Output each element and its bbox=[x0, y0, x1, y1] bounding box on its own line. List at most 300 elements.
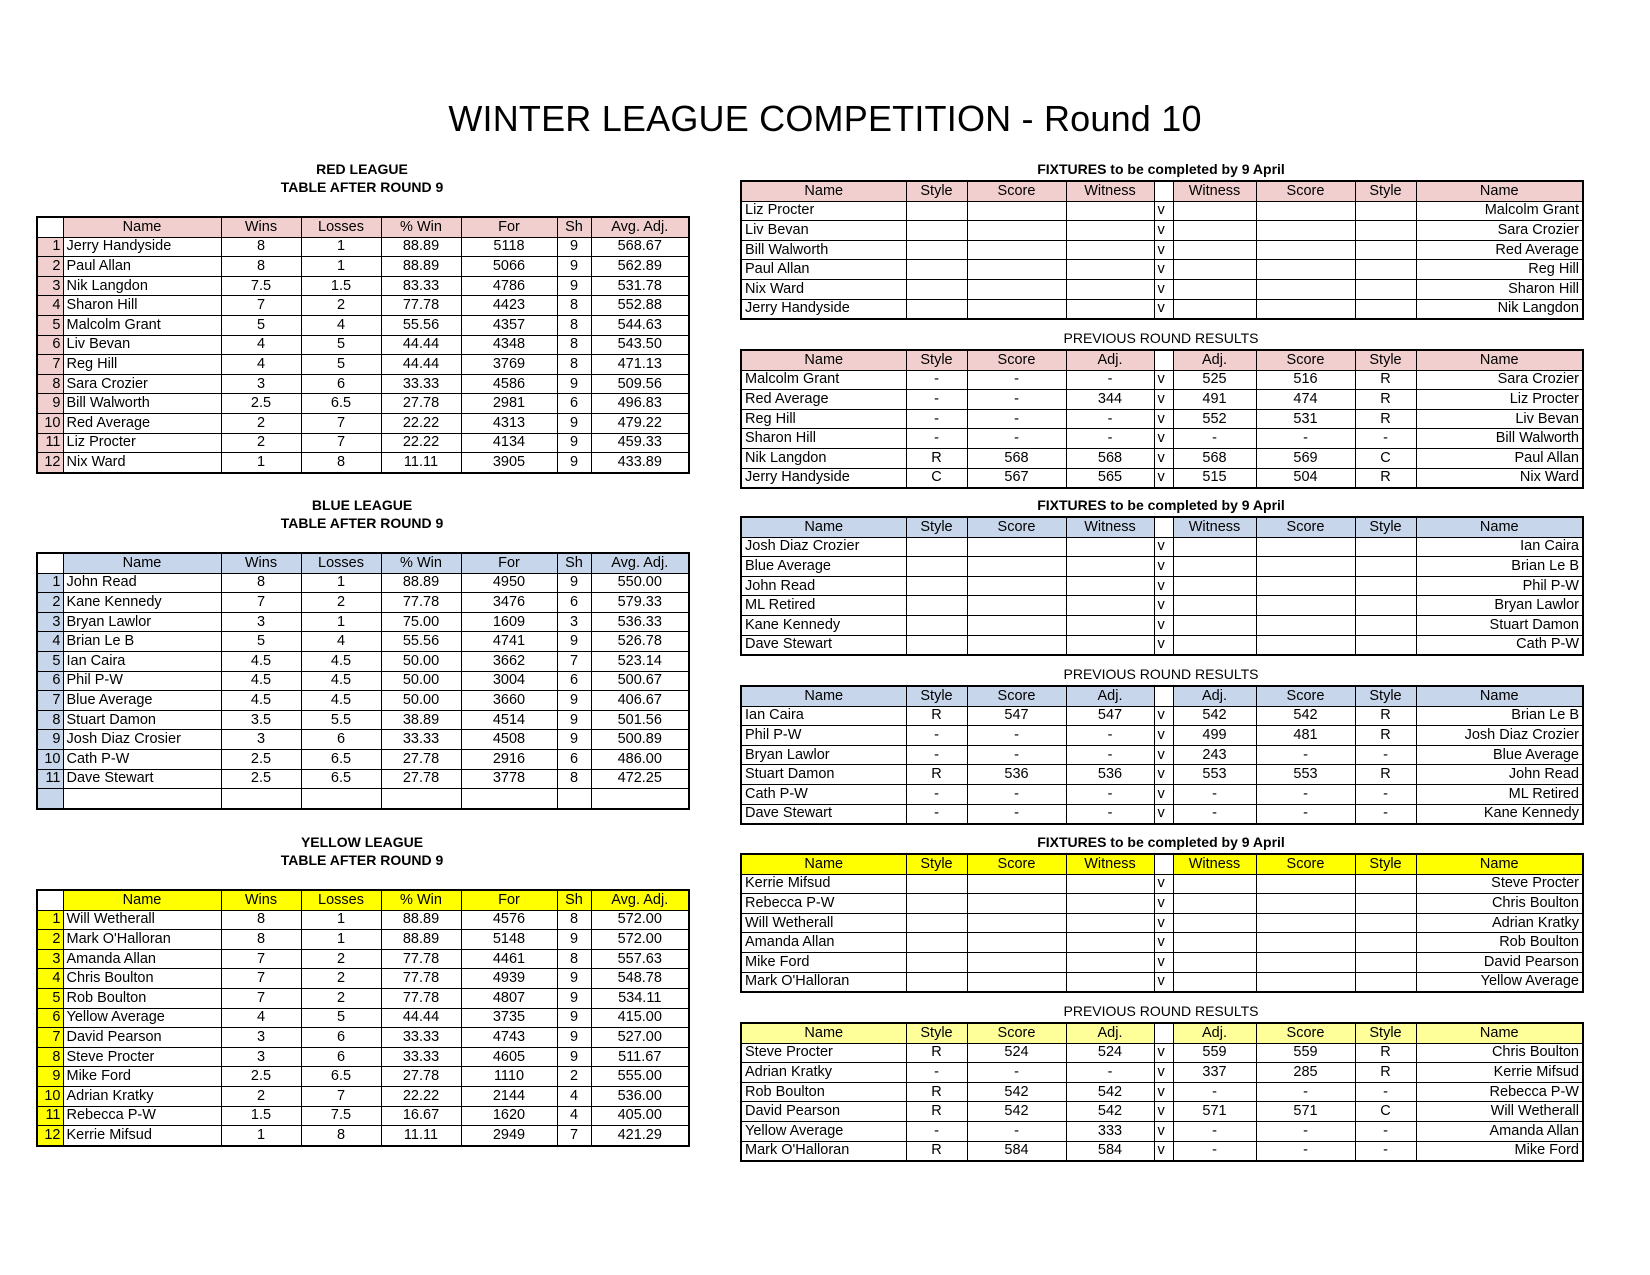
player-name-cell: Dave Stewart bbox=[63, 769, 221, 789]
stat-cell: 9 bbox=[557, 988, 591, 1008]
versus-cell: v bbox=[1154, 557, 1173, 577]
value-cell bbox=[1256, 201, 1355, 221]
column-header bbox=[1154, 686, 1173, 706]
stat-cell: 4423 bbox=[461, 296, 557, 316]
column-header: Style bbox=[1355, 1023, 1416, 1043]
value-cell: 552 bbox=[1173, 409, 1256, 429]
stat-cell: 3660 bbox=[461, 691, 557, 711]
value-cell bbox=[1173, 933, 1256, 953]
value-cell: R bbox=[906, 765, 967, 785]
value-cell bbox=[1173, 260, 1256, 280]
stat-cell: 5 bbox=[301, 1008, 381, 1028]
value-cell: 524 bbox=[1066, 1043, 1154, 1063]
stat-cell: 1.5 bbox=[221, 1106, 301, 1126]
value-cell: - bbox=[906, 804, 967, 824]
value-cell bbox=[1355, 615, 1416, 635]
value-cell bbox=[906, 596, 967, 616]
column-header: Score bbox=[967, 1023, 1066, 1043]
value-cell bbox=[1173, 557, 1256, 577]
stat-cell: 8 bbox=[221, 930, 301, 950]
stat-cell: 4807 bbox=[461, 988, 557, 1008]
column-header: Adj. bbox=[1066, 350, 1154, 370]
column-header: Name bbox=[63, 217, 221, 237]
stat-cell: 543.50 bbox=[591, 335, 689, 355]
value-cell: R bbox=[1355, 1043, 1416, 1063]
value-cell: - bbox=[1256, 784, 1355, 804]
stat-cell: 536.33 bbox=[591, 612, 689, 632]
stat-cell bbox=[381, 789, 461, 809]
stat-cell: 552.88 bbox=[591, 296, 689, 316]
value-cell bbox=[1066, 260, 1154, 280]
table-header-row bbox=[741, 854, 1583, 874]
stat-cell: 509.56 bbox=[591, 374, 689, 394]
stat-cell: 4 bbox=[221, 1008, 301, 1028]
value-cell: - bbox=[967, 409, 1066, 429]
player-name-cell: Sara Crozier bbox=[1416, 221, 1583, 241]
table-row bbox=[741, 784, 1583, 804]
stat-cell: 2 bbox=[301, 949, 381, 969]
value-cell bbox=[1066, 557, 1154, 577]
value-cell bbox=[967, 972, 1066, 992]
table-row bbox=[37, 769, 689, 789]
stat-cell: 1609 bbox=[461, 612, 557, 632]
stat-cell: 500.67 bbox=[591, 671, 689, 691]
column-header: Losses bbox=[301, 890, 381, 910]
stat-cell: 5 bbox=[301, 335, 381, 355]
stat-cell: 27.78 bbox=[381, 749, 461, 769]
column-header: For bbox=[461, 890, 557, 910]
stat-cell: 523.14 bbox=[591, 651, 689, 671]
value-cell: - bbox=[967, 726, 1066, 746]
column-header: Style bbox=[1355, 350, 1416, 370]
player-name-cell: David Pearson bbox=[741, 1102, 906, 1122]
stat-cell: 4514 bbox=[461, 710, 557, 730]
versus-cell: v bbox=[1154, 468, 1173, 488]
player-name-cell: Phil P-W bbox=[63, 671, 221, 691]
versus-cell: v bbox=[1154, 448, 1173, 468]
table-row bbox=[37, 453, 689, 473]
versus-cell: v bbox=[1154, 299, 1173, 319]
rank-cell: 8 bbox=[37, 374, 63, 394]
value-cell: R bbox=[906, 1102, 967, 1122]
table-row bbox=[37, 1086, 689, 1106]
column-header: Style bbox=[906, 686, 967, 706]
value-cell bbox=[967, 913, 1066, 933]
stat-cell: 8 bbox=[557, 769, 591, 789]
player-name-cell: Phil P-W bbox=[741, 726, 906, 746]
column-header bbox=[1154, 517, 1173, 537]
value-cell: R bbox=[906, 1141, 967, 1161]
column-header: Name bbox=[741, 1023, 906, 1043]
value-cell: 481 bbox=[1256, 726, 1355, 746]
column-header: For bbox=[461, 553, 557, 573]
player-name-cell: Mark O'Halloran bbox=[741, 972, 906, 992]
value-cell bbox=[1066, 933, 1154, 953]
table-row bbox=[741, 1043, 1583, 1063]
value-cell bbox=[1355, 913, 1416, 933]
versus-cell: v bbox=[1154, 221, 1173, 241]
player-name-cell: Sharon Hill bbox=[741, 429, 906, 449]
table-header-row bbox=[741, 1023, 1583, 1043]
versus-cell: v bbox=[1154, 726, 1173, 746]
stat-cell bbox=[461, 789, 557, 809]
value-cell: 474 bbox=[1256, 390, 1355, 410]
player-name-cell: ML Retired bbox=[1416, 784, 1583, 804]
value-cell: R bbox=[1355, 468, 1416, 488]
player-name-cell: Liv Bevan bbox=[741, 221, 906, 241]
value-cell bbox=[1066, 615, 1154, 635]
value-cell: R bbox=[1355, 390, 1416, 410]
player-name-cell: Bryan Lawlor bbox=[741, 745, 906, 765]
player-name-cell: Adrian Kratky bbox=[1416, 913, 1583, 933]
rank-cell: 7 bbox=[37, 1028, 63, 1048]
value-cell bbox=[1355, 279, 1416, 299]
versus-cell: v bbox=[1154, 874, 1173, 894]
stat-cell: 6 bbox=[557, 593, 591, 613]
stat-cell: 55.56 bbox=[381, 315, 461, 335]
red-results-title: PREVIOUS ROUND RESULTS bbox=[1063, 330, 1259, 346]
stat-cell: 496.83 bbox=[591, 394, 689, 414]
stat-cell: 8 bbox=[221, 573, 301, 593]
player-name-cell: Reg Hill bbox=[63, 355, 221, 375]
value-cell bbox=[1173, 952, 1256, 972]
value-cell: - bbox=[1066, 409, 1154, 429]
stat-cell: 33.33 bbox=[381, 1047, 461, 1067]
value-cell bbox=[1173, 221, 1256, 241]
player-name-cell: Rob Boulton bbox=[741, 1082, 906, 1102]
value-cell bbox=[1256, 221, 1355, 241]
table-header-row bbox=[741, 350, 1583, 370]
stat-cell: 8 bbox=[557, 910, 591, 930]
stat-cell: 9 bbox=[557, 413, 591, 433]
stat-cell: 7 bbox=[221, 969, 301, 989]
stat-cell: 7.5 bbox=[301, 1106, 381, 1126]
stat-cell: 16.67 bbox=[381, 1106, 461, 1126]
player-name-cell: Liz Procter bbox=[63, 433, 221, 453]
rank-cell: 11 bbox=[37, 1106, 63, 1126]
value-cell: - bbox=[1066, 370, 1154, 390]
versus-cell: v bbox=[1154, 972, 1173, 992]
value-cell: 559 bbox=[1173, 1043, 1256, 1063]
player-name-cell: Mike Ford bbox=[1416, 1141, 1583, 1161]
value-cell bbox=[1355, 537, 1416, 557]
column-header: Name bbox=[1416, 686, 1583, 706]
value-cell: 491 bbox=[1173, 390, 1256, 410]
column-header: Adj. bbox=[1173, 350, 1256, 370]
column-header: Avg. Adj. bbox=[591, 890, 689, 910]
stat-cell: 6.5 bbox=[301, 394, 381, 414]
value-cell: C bbox=[1355, 1102, 1416, 1122]
value-cell: - bbox=[1355, 745, 1416, 765]
column-header: Avg. Adj. bbox=[591, 217, 689, 237]
value-cell bbox=[906, 635, 967, 655]
player-name-cell bbox=[63, 789, 221, 809]
value-cell bbox=[1355, 635, 1416, 655]
stat-cell: 3905 bbox=[461, 453, 557, 473]
stat-cell: 9 bbox=[557, 969, 591, 989]
value-cell: - bbox=[906, 370, 967, 390]
rank-cell: 7 bbox=[37, 691, 63, 711]
rank-cell: 1 bbox=[37, 573, 63, 593]
value-cell: - bbox=[1355, 1082, 1416, 1102]
table-row bbox=[37, 930, 689, 950]
stat-cell: 5 bbox=[221, 315, 301, 335]
value-cell: - bbox=[1256, 745, 1355, 765]
stat-cell: 4 bbox=[301, 632, 381, 652]
player-name-cell: John Read bbox=[1416, 765, 1583, 785]
player-name-cell: Reg Hill bbox=[1416, 260, 1583, 280]
stat-cell: 7.5 bbox=[221, 276, 301, 296]
player-name-cell: Amanda Allan bbox=[741, 933, 906, 953]
table-row bbox=[37, 1126, 689, 1146]
yellow-fixtures-title: FIXTURES to be completed by 9 April bbox=[1037, 834, 1285, 850]
player-name-cell: Jerry Handyside bbox=[741, 299, 906, 319]
stat-cell: 555.00 bbox=[591, 1067, 689, 1087]
value-cell: - bbox=[967, 390, 1066, 410]
value-cell bbox=[906, 201, 967, 221]
table-row bbox=[37, 355, 689, 375]
versus-cell: v bbox=[1154, 933, 1173, 953]
value-cell bbox=[967, 260, 1066, 280]
player-name-cell: Ian Caira bbox=[63, 651, 221, 671]
value-cell: - bbox=[906, 726, 967, 746]
stat-cell: 471.13 bbox=[591, 355, 689, 375]
player-name-cell: ML Retired bbox=[741, 596, 906, 616]
column-header bbox=[1154, 181, 1173, 201]
player-name-cell: Paul Allan bbox=[63, 257, 221, 277]
player-name-cell: Malcolm Grant bbox=[741, 370, 906, 390]
table-row bbox=[741, 576, 1583, 596]
rank-cell: 5 bbox=[37, 315, 63, 335]
value-cell bbox=[967, 635, 1066, 655]
table-row bbox=[37, 969, 689, 989]
player-name-cell: Kane Kennedy bbox=[741, 615, 906, 635]
table-row bbox=[741, 804, 1583, 824]
stat-cell: 3.5 bbox=[221, 710, 301, 730]
value-cell: 531 bbox=[1256, 409, 1355, 429]
value-cell: - bbox=[1256, 1082, 1355, 1102]
value-cell bbox=[1173, 913, 1256, 933]
stat-cell: 5.5 bbox=[301, 710, 381, 730]
value-cell: R bbox=[906, 1043, 967, 1063]
value-cell: - bbox=[1256, 429, 1355, 449]
column-header: For bbox=[461, 217, 557, 237]
table-row bbox=[741, 706, 1583, 726]
table-row bbox=[37, 1106, 689, 1126]
column-header: Adj. bbox=[1066, 686, 1154, 706]
stat-cell: 1 bbox=[301, 910, 381, 930]
value-cell bbox=[1066, 972, 1154, 992]
value-cell: - bbox=[1173, 1141, 1256, 1161]
stat-cell: 4741 bbox=[461, 632, 557, 652]
stat-cell: 5118 bbox=[461, 237, 557, 257]
table-row bbox=[741, 299, 1583, 319]
rank-cell: 12 bbox=[37, 1126, 63, 1146]
stat-cell: 44.44 bbox=[381, 355, 461, 375]
player-name-cell: Phil P-W bbox=[1416, 576, 1583, 596]
column-header: Witness bbox=[1066, 181, 1154, 201]
stat-cell: 9 bbox=[557, 257, 591, 277]
value-cell: - bbox=[906, 1121, 967, 1141]
yellow-results-title: PREVIOUS ROUND RESULTS bbox=[1063, 1003, 1259, 1019]
player-name-cell: Blue Average bbox=[741, 557, 906, 577]
stat-cell: 562.89 bbox=[591, 257, 689, 277]
stat-cell: 7 bbox=[221, 949, 301, 969]
value-cell bbox=[1256, 874, 1355, 894]
value-cell bbox=[1256, 596, 1355, 616]
table-row bbox=[37, 749, 689, 769]
stat-cell: 50.00 bbox=[381, 691, 461, 711]
value-cell bbox=[1173, 635, 1256, 655]
value-cell bbox=[967, 894, 1066, 914]
versus-cell: v bbox=[1154, 576, 1173, 596]
stat-cell: 8 bbox=[557, 949, 591, 969]
rank-cell: 6 bbox=[37, 1008, 63, 1028]
player-name-cell: Paul Allan bbox=[741, 260, 906, 280]
player-name-cell: Bryan Lawlor bbox=[1416, 596, 1583, 616]
stat-cell: 4950 bbox=[461, 573, 557, 593]
table-row bbox=[741, 596, 1583, 616]
stat-cell: 472.25 bbox=[591, 769, 689, 789]
stat-cell: 8 bbox=[221, 910, 301, 930]
table-row bbox=[741, 894, 1583, 914]
value-cell: 536 bbox=[967, 765, 1066, 785]
table-row bbox=[37, 910, 689, 930]
value-cell bbox=[1355, 933, 1416, 953]
stat-cell: 2144 bbox=[461, 1086, 557, 1106]
stat-cell: 9 bbox=[557, 433, 591, 453]
value-cell bbox=[1173, 201, 1256, 221]
column-header: Witness bbox=[1066, 854, 1154, 874]
stat-cell bbox=[557, 789, 591, 809]
stat-cell: 2.5 bbox=[221, 1067, 301, 1087]
value-cell: 285 bbox=[1256, 1063, 1355, 1083]
stat-cell: 9 bbox=[557, 710, 591, 730]
value-cell: - bbox=[1066, 1063, 1154, 1083]
value-cell: 571 bbox=[1173, 1102, 1256, 1122]
stat-cell: 4 bbox=[301, 315, 381, 335]
column-header: % Win bbox=[381, 890, 461, 910]
player-name-cell: Steve Procter bbox=[1416, 874, 1583, 894]
table-row bbox=[741, 429, 1583, 449]
versus-cell: v bbox=[1154, 1121, 1173, 1141]
column-header: Style bbox=[1355, 517, 1416, 537]
stat-cell: 9 bbox=[557, 730, 591, 750]
stat-cell: 8 bbox=[221, 237, 301, 257]
value-cell bbox=[906, 615, 967, 635]
versus-cell: v bbox=[1154, 1102, 1173, 1122]
value-cell bbox=[906, 240, 967, 260]
rank-cell: 4 bbox=[37, 632, 63, 652]
value-cell: 568 bbox=[1066, 448, 1154, 468]
stat-cell: 9 bbox=[557, 632, 591, 652]
value-cell: - bbox=[1173, 1121, 1256, 1141]
column-header: Name bbox=[741, 686, 906, 706]
versus-cell: v bbox=[1154, 370, 1173, 390]
player-name-cell: Nik Langdon bbox=[741, 448, 906, 468]
column-header: Score bbox=[967, 350, 1066, 370]
value-cell bbox=[1066, 240, 1154, 260]
stat-cell: 9 bbox=[557, 276, 591, 296]
table-row bbox=[37, 612, 689, 632]
column-header: Wins bbox=[221, 890, 301, 910]
value-cell bbox=[1256, 913, 1355, 933]
rank-cell bbox=[37, 789, 63, 809]
stat-cell: 406.67 bbox=[591, 691, 689, 711]
stat-cell bbox=[591, 789, 689, 809]
value-cell: 525 bbox=[1173, 370, 1256, 390]
value-cell bbox=[967, 596, 1066, 616]
player-name-cell: Malcolm Grant bbox=[63, 315, 221, 335]
table-row bbox=[37, 949, 689, 969]
value-cell: 571 bbox=[1256, 1102, 1355, 1122]
stat-cell: 4134 bbox=[461, 433, 557, 453]
value-cell bbox=[967, 240, 1066, 260]
column-header: Wins bbox=[221, 553, 301, 573]
value-cell: - bbox=[1355, 1141, 1416, 1161]
stat-cell: 3 bbox=[557, 612, 591, 632]
page-title: WINTER LEAGUE COMPETITION - Round 10 bbox=[448, 98, 1202, 139]
stat-cell: 1 bbox=[301, 257, 381, 277]
stat-cell: 8 bbox=[557, 355, 591, 375]
value-cell: - bbox=[1256, 804, 1355, 824]
value-cell: - bbox=[906, 390, 967, 410]
column-header: Score bbox=[1256, 686, 1355, 706]
table-row bbox=[37, 730, 689, 750]
value-cell bbox=[1173, 576, 1256, 596]
player-name-cell: Mark O'Halloran bbox=[63, 930, 221, 950]
column-header: Sh bbox=[557, 217, 591, 237]
column-header: Sh bbox=[557, 890, 591, 910]
stat-cell: 572.00 bbox=[591, 910, 689, 930]
stat-cell: 88.89 bbox=[381, 237, 461, 257]
stat-cell: 1 bbox=[301, 612, 381, 632]
stat-cell: 4.5 bbox=[221, 651, 301, 671]
stat-cell: 550.00 bbox=[591, 573, 689, 593]
stat-cell: 2 bbox=[221, 433, 301, 453]
rank-cell: 5 bbox=[37, 651, 63, 671]
stat-cell bbox=[221, 789, 301, 809]
table-header-row bbox=[741, 686, 1583, 706]
stat-cell: 1 bbox=[301, 237, 381, 257]
column-header: Style bbox=[1355, 854, 1416, 874]
table-row bbox=[741, 615, 1583, 635]
rank-cell: 2 bbox=[37, 257, 63, 277]
stat-cell: 501.56 bbox=[591, 710, 689, 730]
stat-cell: 83.33 bbox=[381, 276, 461, 296]
column-header: Style bbox=[1355, 686, 1416, 706]
column-header: Name bbox=[1416, 181, 1583, 201]
table-row bbox=[741, 201, 1583, 221]
stat-cell: 2916 bbox=[461, 749, 557, 769]
stat-cell: 3735 bbox=[461, 1008, 557, 1028]
player-name-cell: Dave Stewart bbox=[741, 804, 906, 824]
column-header: Score bbox=[1256, 350, 1355, 370]
stat-cell: 2.5 bbox=[221, 769, 301, 789]
table-row bbox=[37, 374, 689, 394]
value-cell: R bbox=[1355, 370, 1416, 390]
value-cell: - bbox=[1173, 1082, 1256, 1102]
stat-cell: 22.22 bbox=[381, 1086, 461, 1106]
stat-cell: 22.22 bbox=[381, 433, 461, 453]
player-name-cell: Stuart Damon bbox=[741, 765, 906, 785]
stat-cell: 8 bbox=[557, 296, 591, 316]
table-row bbox=[741, 933, 1583, 953]
versus-cell: v bbox=[1154, 745, 1173, 765]
table-row bbox=[741, 448, 1583, 468]
stat-cell: 77.78 bbox=[381, 969, 461, 989]
value-cell bbox=[967, 557, 1066, 577]
